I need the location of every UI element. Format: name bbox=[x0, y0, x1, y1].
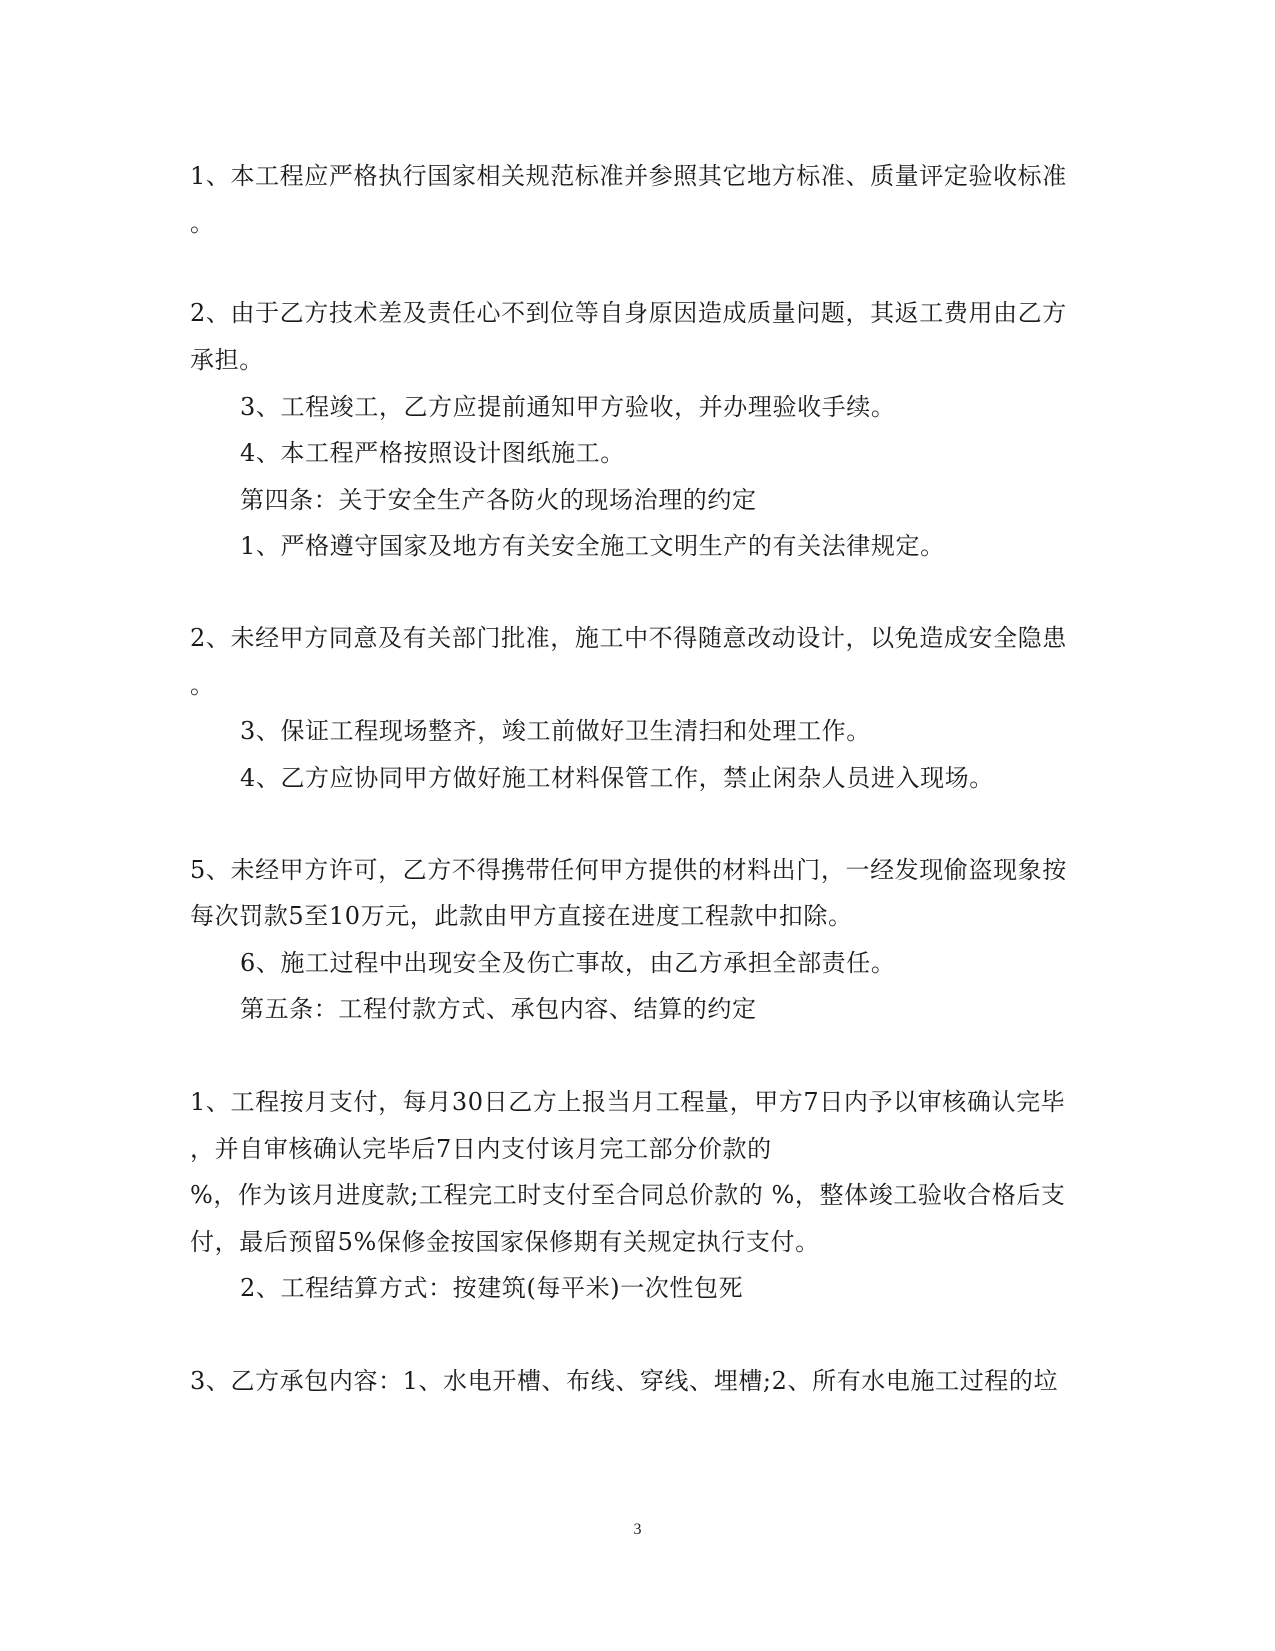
text-line: %，作为该月进度款;工程完工时支付至合同总价款的 %，整体竣工验收合格后支 bbox=[190, 1181, 1066, 1209]
text-line: 2、工程结算方式：按建筑(每平米)一次性包死 bbox=[240, 1274, 744, 1302]
text-line: 4、本工程严格按照设计图纸施工。 bbox=[240, 439, 625, 467]
section-heading: 第四条：关于安全生产各防火的现场治理的约定 bbox=[240, 486, 757, 514]
text-line: 1、严格遵守国家及地方有关安全施工文明生产的有关法律规定。 bbox=[240, 532, 945, 560]
text-line: 付，最后预留5%保修金按国家保修期有关规定执行支付。 bbox=[190, 1228, 820, 1256]
text-line: 3、工程竣工，乙方应提前通知甲方验收，并办理验收手续。 bbox=[240, 393, 896, 421]
text-line: 1、工程按月支付，每月30日乙方上报当月工程量，甲方7日内予以审核确认完毕 bbox=[190, 1088, 1066, 1116]
text-line: 。 bbox=[190, 671, 215, 699]
text-line: 1、本工程应严格执行国家相关规范标准并参照其它地方标准、质量评定验收标准 bbox=[190, 162, 1067, 190]
section-heading: 第五条：工程付款方式、承包内容、结算的约定 bbox=[240, 995, 757, 1023]
text-line: ，并自审核确认完毕后7日内支付该月完工部分价款的 bbox=[190, 1135, 772, 1163]
text-line: 6、施工过程中出现安全及伤亡事故，由乙方承担全部责任。 bbox=[240, 949, 896, 977]
text-line: 4、乙方应协同甲方做好施工材料保管工作，禁止闲杂人员进入现场。 bbox=[240, 764, 994, 792]
text-line: 每次罚款5至10万元，此款由甲方直接在进度工程款中扣除。 bbox=[190, 902, 853, 930]
text-line: 3、乙方承包内容：1、水电开槽、布线、穿线、埋槽;2、所有水电施工过程的垃 bbox=[190, 1367, 1059, 1395]
text-line: 。 bbox=[190, 209, 215, 237]
text-line: 承担。 bbox=[190, 346, 264, 374]
text-line: 5、未经甲方许可，乙方不得携带任何甲方提供的材料出门，一经发现偷盗现象按 bbox=[190, 856, 1067, 884]
page-number: 3 bbox=[633, 1521, 642, 1538]
text-line: 2、未经甲方同意及有关部门批准，施工中不得随意改动设计，以免造成安全隐患 bbox=[190, 624, 1067, 652]
text-line: 2、由于乙方技术差及责任心不到位等自身原因造成质量问题，其返工费用由乙方 bbox=[190, 299, 1067, 327]
text-line: 3、保证工程现场整齐，竣工前做好卫生清扫和处理工作。 bbox=[240, 717, 871, 745]
